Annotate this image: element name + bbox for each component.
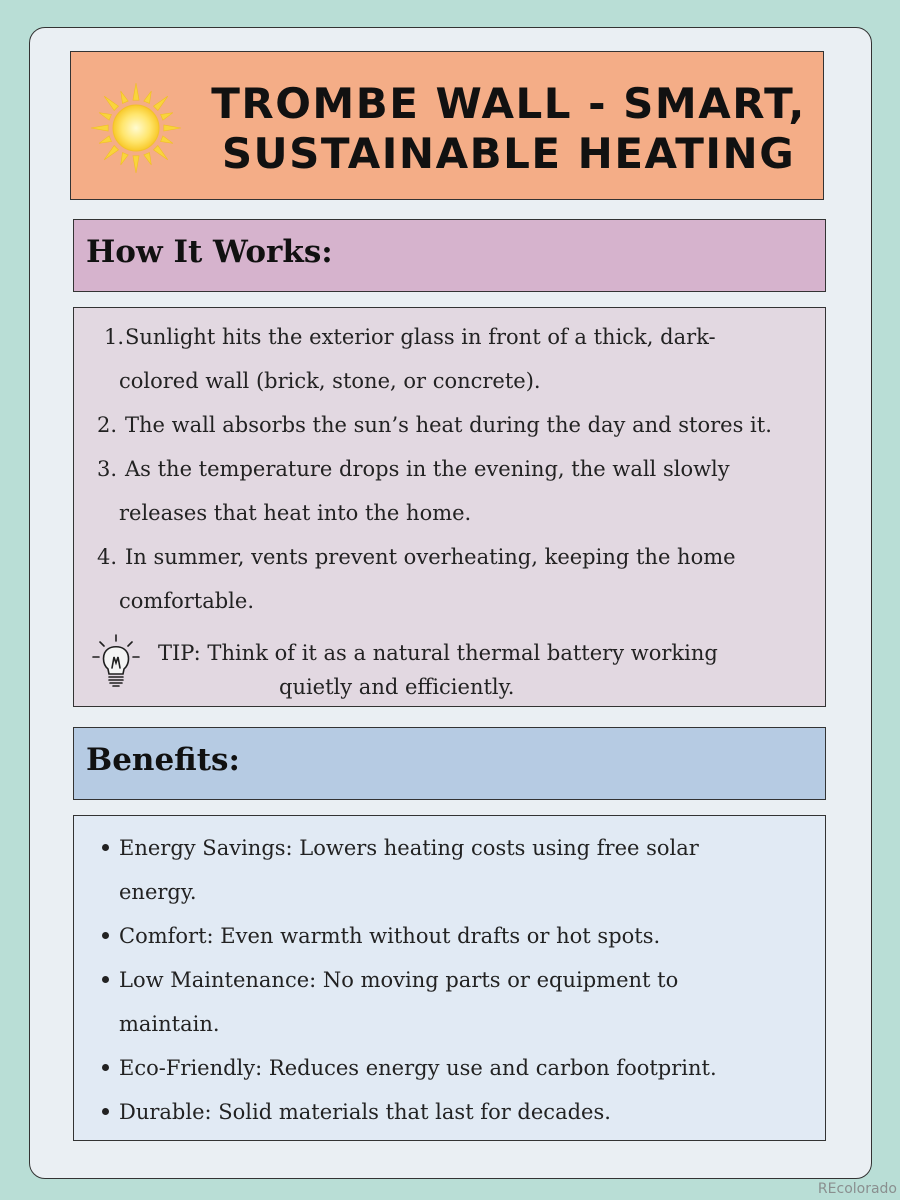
sun-ray: [99, 136, 111, 143]
bullet: [102, 844, 109, 851]
sun-ray: [164, 125, 181, 131]
sun-ray: [104, 146, 118, 160]
sun-ray: [104, 96, 118, 110]
page-title: [196, 79, 821, 179]
sun-ray: [121, 91, 128, 103]
benefit-5-line-1: Durable: Solid materials that last for decades.: [119, 1100, 611, 1124]
title-line-1: TROMBE WALL - SMART,: [211, 79, 806, 128]
sun-ray: [154, 146, 168, 160]
step-4-line-1: In summer, vents prevent overheating, keeping the home: [125, 545, 736, 569]
sun-ray: [91, 125, 108, 131]
step-number: 1.: [104, 325, 125, 349]
step-3-line-1: As the temperature drops in the evening, the wall slowly: [125, 457, 730, 481]
benefits-box: [73, 815, 826, 1141]
step-number: 3.: [97, 457, 118, 481]
benefit-3-line-2: maintain.: [119, 1012, 220, 1036]
sun-ray: [121, 153, 128, 165]
bullet: [102, 1064, 109, 1071]
benefit-3-line-1: Low Maintenance: No moving parts or equipment to: [119, 968, 679, 992]
bullet: [102, 1108, 109, 1115]
step-4-line-2: comfortable.: [119, 589, 254, 613]
step-1-line-1: Sunlight hits the exterior glass in front of a thick, dark-: [125, 325, 716, 349]
how-it-works-box: [73, 307, 826, 707]
benefit-1-line-2: energy.: [119, 880, 197, 904]
sun-ray: [144, 153, 151, 165]
how-it-works-heading: How It Works:: [86, 234, 333, 270]
watermark: REcolorado: [817, 1181, 897, 1197]
benefit-4-line-1: Eco-Friendly: Reduces energy use and carbon footprint.: [119, 1056, 717, 1080]
title-line-2: SUSTAINABLE HEATING: [221, 129, 796, 178]
step-number: 2.: [97, 413, 118, 437]
tip-line-1: TIP: Think of it as a natural thermal battery working: [158, 641, 718, 665]
tip-line-2: quietly and efficiently.: [279, 675, 515, 699]
step-number: 4.: [97, 545, 118, 569]
benefit-1-line-1: Energy Savings: Lowers heating costs using free solar: [119, 836, 699, 860]
benefit-2-line-1: Comfort: Even warmth without drafts or hot spots.: [119, 924, 661, 948]
bullet: [102, 932, 109, 939]
sun-ray: [154, 96, 168, 110]
sun-ray: [161, 136, 173, 143]
how-it-works-header: [73, 219, 826, 292]
sun-icon: [90, 82, 182, 174]
sun-ray: [144, 91, 151, 103]
sun-ray: [99, 113, 111, 120]
step-1-line-2: colored wall (brick, stone, or concrete).: [119, 369, 541, 393]
bullet: [102, 976, 109, 983]
sun-ray: [133, 156, 139, 173]
benefits-heading: Benefits:: [86, 742, 240, 778]
sun-ray: [161, 113, 173, 120]
title-banner: [70, 51, 824, 200]
benefits-header: [73, 727, 826, 800]
step-3-line-2: releases that heat into the home.: [119, 501, 472, 525]
lightbulb-icon: [91, 633, 141, 691]
step-2-line-1: The wall absorbs the sun’s heat during the day and stores it.: [125, 413, 772, 437]
sun-ray: [133, 83, 139, 100]
